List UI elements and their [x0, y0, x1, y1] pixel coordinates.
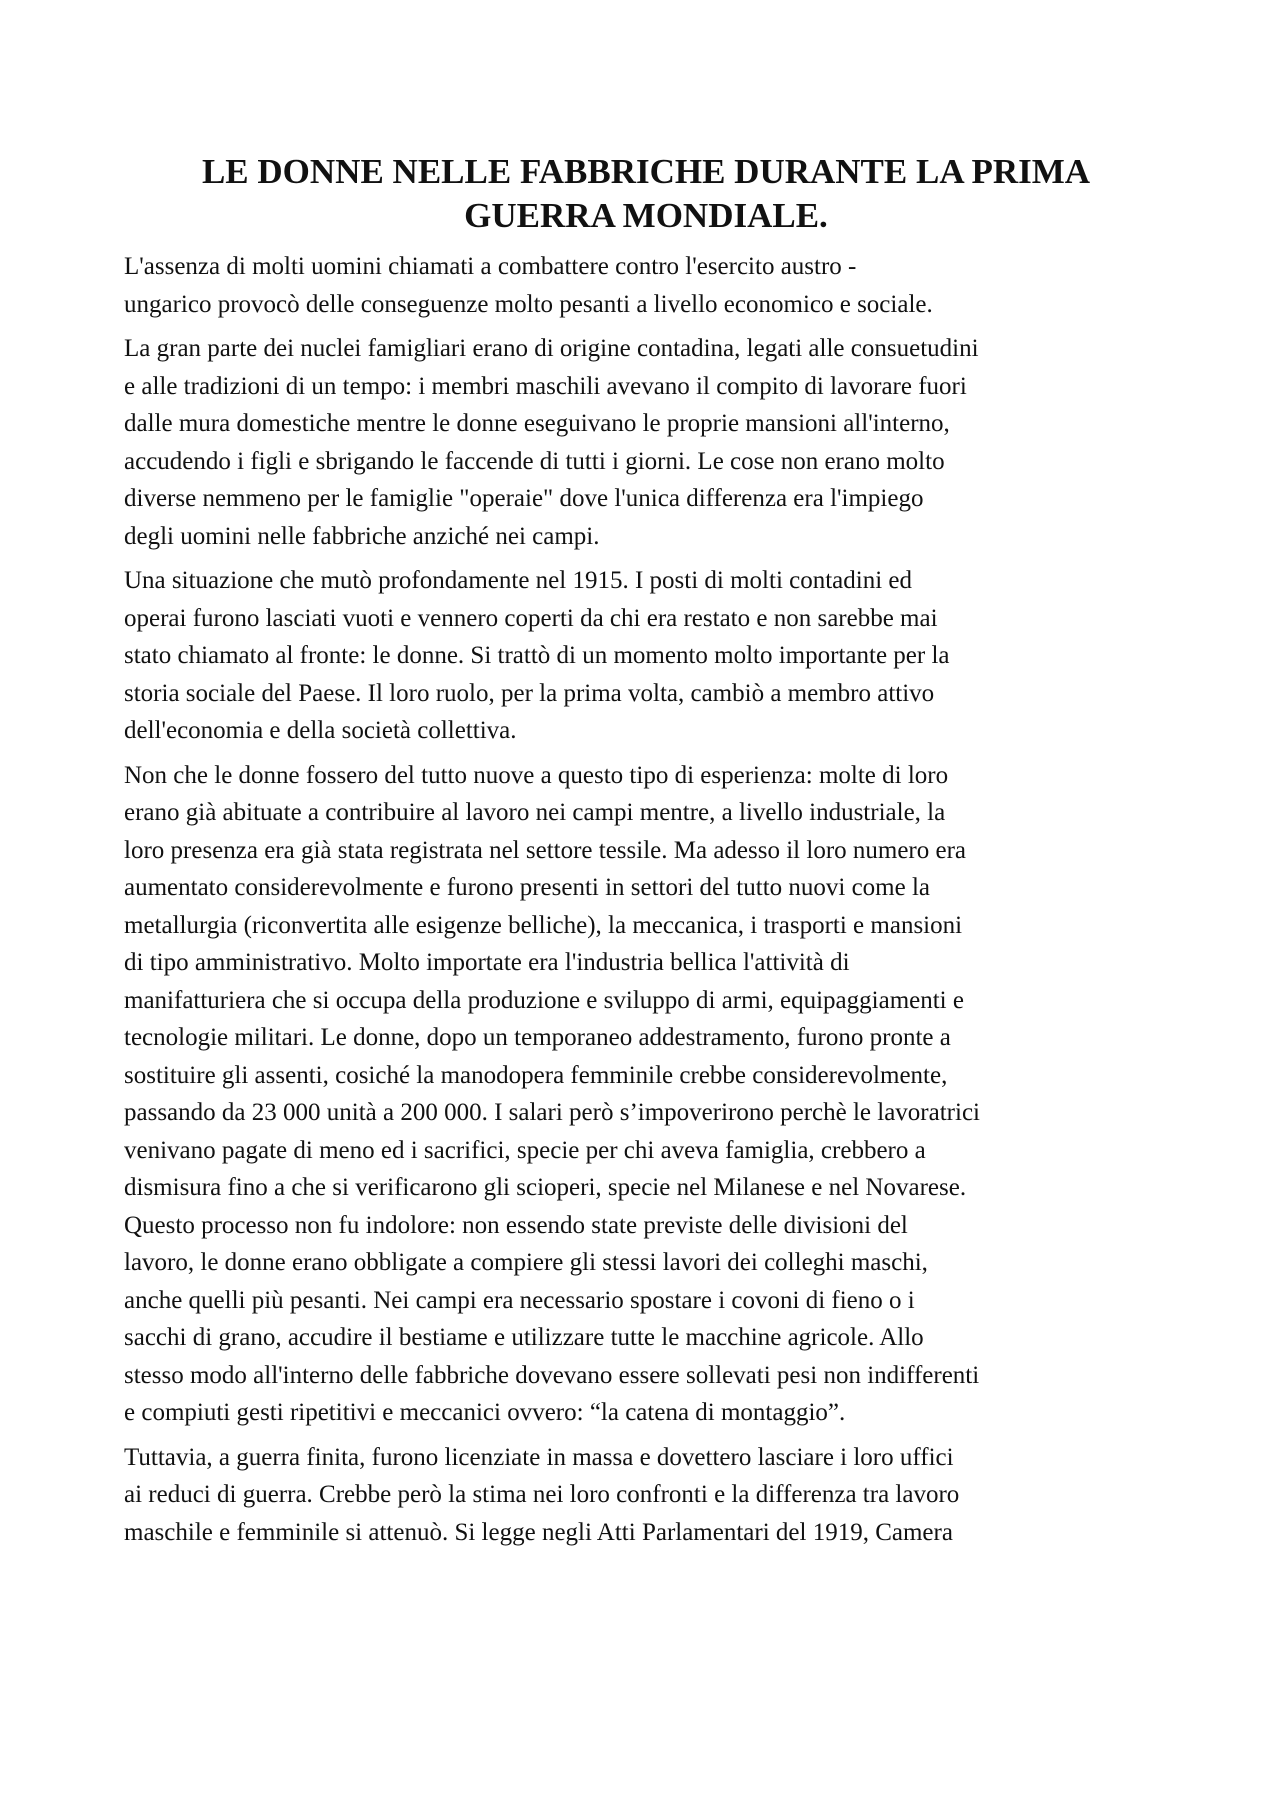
paragraph-line: venivano pagate di meno ed i sacrifici, specie per chi aveva famiglia, crebbero a: [124, 1136, 926, 1164]
paragraph-line: stato chiamato al fronte: le donne. Si trattò di un momento molto importante per la: [124, 642, 950, 669]
paragraph-line: diverse nemmeno per le famiglie "operaie" dove l'unica differenza era l'impiego: [124, 485, 924, 512]
paragraph-line: degli uomini nelle fabbriche anziché nei campi.: [124, 522, 600, 550]
document-title: [124, 150, 1168, 238]
paragraph: [124, 1439, 1168, 1552]
paragraph: [124, 562, 1168, 750]
paragraph-line: accudendo i figli e sbrigando le faccende di tutti i giorni. Le cose non erano molto: [124, 447, 945, 475]
paragraph-line: sostituire gli assenti, cosiché la manodopera femminile crebbe considerevolmente,: [124, 1061, 948, 1089]
paragraph-line: dell'economia e della società collettiva.: [124, 717, 517, 744]
paragraph-line: tecnologie militari. Le donne, dopo un temporaneo addestramento, furono pronte a: [124, 1024, 951, 1051]
paragraph-line: loro presenza era già stata registrata nel settore tessile. Ma adesso il loro numero era: [124, 836, 967, 864]
paragraph-line: La gran parte dei nuclei famigliari erano di origine contadina, legati alle consuetudini: [124, 335, 979, 362]
paragraph-line: e compiuti gesti ripetitivi e meccanici ovvero: “la catena di montaggio”.: [124, 1399, 846, 1426]
paragraph: [124, 248, 1168, 323]
paragraph-line: Non che le donne fossero del tutto nuove a questo tipo di esperienza: molte di loro: [124, 761, 949, 789]
paragraph-line: passando da 23 000 unità a 200 000. I salari però s’impoverirono perchè le lavoratrici: [124, 1099, 980, 1126]
paragraph-line: sacchi di grano, accudire il bestiame e utilizzare tutte le macchine agricole. Allo: [124, 1324, 924, 1351]
paragraph-line: storia sociale del Paese. Il loro ruolo, per la prima volta, cambiò a membro attivo: [124, 679, 935, 707]
paragraph-line: anche quelli più pesanti. Nei campi era necessario spostare i covoni di fieno o i: [124, 1286, 915, 1314]
paragraph-line: ai reduci di guerra. Crebbe però la stima nei loro confronti e la differenza tra lavoro: [124, 1481, 960, 1508]
paragraph-line: dismisura fino a che si verificarono gli scioperi, specie nel Milanese e nel Novarese.: [124, 1174, 967, 1201]
paragraph-line: manifatturiera che si occupa della produzione e sviluppo di armi, equipaggiamenti e: [124, 986, 964, 1014]
paragraph: [124, 330, 1168, 555]
paragraph-line: e alle tradizioni di un tempo: i membri maschili avevano il compito di lavorare fuori: [124, 372, 967, 400]
paragraph-line: Questo processo non fu indolore: non essendo state previste delle divisioni del: [124, 1211, 908, 1239]
paragraph-line: aumentato considerevolmente e furono presenti in settori del tutto nuovi come la: [124, 874, 931, 901]
paragraph-line: stesso modo all'interno delle fabbriche dovevano essere sollevati pesi non indifferenti: [124, 1361, 980, 1389]
paragraph-line: lavoro, le donne erano obbligate a compiere gli stessi lavori dei colleghi maschi,: [124, 1249, 928, 1276]
paragraph-line: L'assenza di molti uomini chiamati a combattere contro l'esercito austro -: [124, 253, 857, 280]
paragraph-line: ungarico provocò delle conseguenze molto pesanti a livello economico e sociale.: [124, 290, 933, 318]
paragraph-line: operai furono lasciati vuoti e vennero coperti da chi era restato e non sarebbe mai: [124, 604, 938, 632]
paragraph-line: maschile e femminile si attenuò. Si legge negli Atti Parlamentari del 1919, Camera: [124, 1518, 953, 1546]
document-page: [124, 150, 1168, 1558]
paragraph-line: di tipo amministrativo. Molto importate era l'industria bellica l'attività di: [124, 949, 850, 976]
paragraph-line: metallurgia (riconvertita alle esigenze belliche), la meccanica, i trasporti e mansioni: [124, 911, 963, 939]
paragraph: [124, 757, 1168, 1432]
title-line: LE DONNE NELLE FABBRICHE DURANTE LA PRIMA: [201, 152, 1091, 191]
paragraph-line: Una situazione che mutò profondamente nel 1915. I posti di molti contadini ed: [124, 567, 913, 594]
paragraph-line: Tuttavia, a guerra finita, furono licenziate in massa e dovettero lasciare i loro uffici: [124, 1443, 954, 1471]
paragraph-line: erano già abituate a contribuire al lavoro nei campi mentre, a livello industriale, la: [124, 799, 946, 826]
paragraph-line: dalle mura domestiche mentre le donne eseguivano le proprie mansioni all'interno,: [124, 410, 950, 437]
document-body: [124, 248, 1168, 1551]
title-line: GUERRA MONDIALE.: [464, 196, 828, 235]
